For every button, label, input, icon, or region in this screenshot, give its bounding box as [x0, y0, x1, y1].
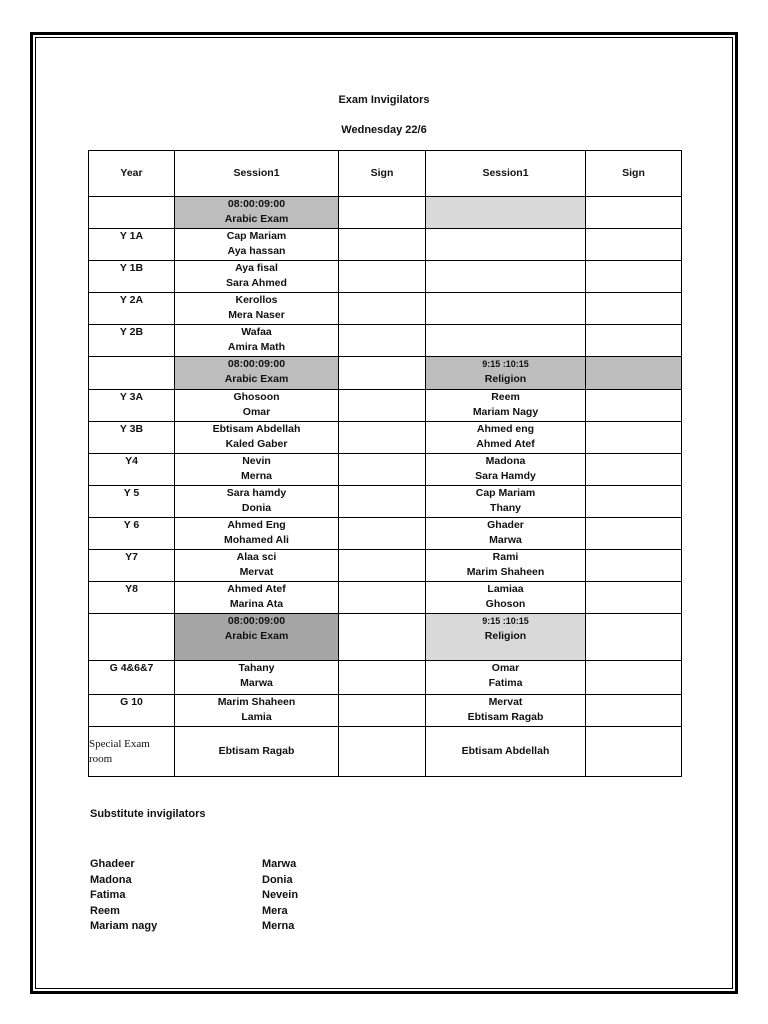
cell-session2 [426, 550, 586, 582]
table-row [89, 197, 682, 229]
table-row [89, 325, 682, 357]
list-item: Marwa [262, 858, 297, 870]
invigilator-name: Mera Naser [228, 309, 285, 321]
table-row [89, 614, 682, 661]
invigilator-name: Ebtisam Abdellah [461, 745, 550, 757]
document-date: Wednesday 22/6 [341, 124, 427, 136]
cell-sign2 [586, 390, 682, 422]
invigilator-name: Donia [241, 502, 272, 514]
table-row [89, 261, 682, 293]
cell-session1 [175, 582, 339, 614]
exam-time: 9:15 :10:15 [482, 616, 529, 626]
cell-session2 [426, 454, 586, 486]
invigilator-name: Sara Ahmed [226, 277, 287, 289]
invigilator-name: Marwa [240, 677, 273, 689]
invigilator-name: Mervat [488, 696, 523, 708]
cell-sign [339, 518, 426, 550]
exam-subject: Arabic Exam [224, 373, 289, 385]
document-title: Exam Invigilators [338, 94, 430, 106]
invigilator-name: Kaled Gaber [225, 438, 288, 450]
list-item: Fatima [90, 889, 126, 901]
header-session1: Session1 [175, 151, 339, 197]
cell-sign2 [586, 325, 682, 357]
cell-year: Y7 [89, 550, 175, 582]
cell-sign2 [586, 197, 682, 229]
cell-sign2 [586, 261, 682, 293]
exam-subject: Arabic Exam [224, 630, 289, 642]
invigilator-name: Ghader [487, 519, 524, 531]
cell-session2 [426, 614, 586, 661]
invigilator-name: Ebtisam Ragab [218, 745, 295, 757]
cell-session2 [426, 229, 586, 261]
cell-year: G 10 [89, 695, 175, 727]
invigilator-name: Fatima [488, 677, 523, 689]
invigilator-name: Merna [241, 470, 272, 482]
table-row [89, 727, 682, 777]
cell-sign [339, 325, 426, 357]
invigilator-name: Aya hassan [227, 245, 286, 257]
invigilator-table [88, 150, 682, 777]
invigilator-name: Mariam Nagy [472, 406, 539, 418]
cell-sign [339, 582, 426, 614]
invigilator-name: Kerollos [235, 294, 278, 306]
table-row [89, 454, 682, 486]
cell-sign [339, 357, 426, 390]
cell-session1 [175, 550, 339, 582]
cell-session1 [175, 325, 339, 357]
cell-year: G 4&6&7 [89, 661, 175, 695]
substitutes-title: Substitute invigilators [90, 808, 206, 820]
cell-year: Y 5 [89, 486, 175, 518]
invigilator-name: Madona [485, 455, 526, 467]
list-item: Merna [262, 920, 295, 932]
invigilator-name: Mervat [239, 566, 274, 578]
table-row [89, 229, 682, 261]
invigilator-name: Ahmed Atef [476, 438, 535, 450]
cell-sign2 [586, 422, 682, 454]
cell-session1 [175, 727, 339, 777]
cell-sign2 [586, 614, 682, 661]
invigilator-name: Ebtisam Abdellah [212, 423, 301, 435]
cell-sign2 [586, 357, 682, 390]
table-row [89, 357, 682, 390]
cell-session2 [426, 390, 586, 422]
header-sign: Sign [339, 151, 426, 197]
exam-subject: Religion [484, 630, 527, 642]
invigilator-name: Ebtisam Ragab [467, 711, 544, 723]
invigilator-name: Reem [491, 391, 520, 403]
cell-session1 [175, 454, 339, 486]
list-item: Nevein [262, 889, 299, 901]
invigilator-name: Lamiaa [487, 583, 524, 595]
invigilator-name: Wafaa [241, 326, 272, 338]
invigilator-name: Rami [492, 551, 519, 563]
cell-sign2 [586, 582, 682, 614]
exam-time: 08:00:09:00 [227, 615, 286, 627]
table-row [89, 695, 682, 727]
substitutes-list-left [90, 857, 157, 935]
table-row [89, 422, 682, 454]
exam-time: 08:00:09:00 [227, 198, 286, 210]
cell-year: Y8 [89, 582, 175, 614]
cell-session2 [426, 486, 586, 518]
table-row [89, 293, 682, 325]
table-row [89, 661, 682, 695]
invigilator-name: Ahmed eng [476, 423, 535, 435]
invigilator-name: Marwa [489, 534, 522, 546]
cell-sign2 [586, 454, 682, 486]
cell-year: Y 2A [89, 293, 175, 325]
cell-session2 [426, 727, 586, 777]
invigilator-name: Nevin [242, 455, 271, 467]
cell-session1 [175, 261, 339, 293]
cell-year-special: Special Exam room [89, 727, 175, 777]
invigilator-name: Cap Mariam [226, 230, 287, 242]
cell-year: Y 3A [89, 390, 175, 422]
cell-session1 [175, 197, 339, 229]
cell-sign2 [586, 661, 682, 695]
cell-session2 [426, 582, 586, 614]
list-item: Reem [90, 904, 120, 917]
list-item: Donia [262, 873, 293, 886]
cell-session1 [175, 486, 339, 518]
cell-session1 [175, 357, 339, 390]
invigilator-name: Ahmed Atef [227, 583, 286, 595]
table-row [89, 486, 682, 518]
cell-sign [339, 454, 426, 486]
invigilator-name: Amira Math [227, 341, 286, 353]
cell-year: Y 3B [89, 422, 175, 454]
cell-year [89, 197, 175, 229]
cell-sign [339, 486, 426, 518]
invigilator-name: Ghosoon [233, 391, 280, 403]
substitutes-list-right [262, 857, 298, 935]
cell-year [89, 614, 175, 661]
cell-year: Y 6 [89, 518, 175, 550]
cell-year: Y 2B [89, 325, 175, 357]
cell-sign [339, 614, 426, 661]
exam-time: 08:00:09:00 [227, 358, 286, 370]
cell-sign [339, 197, 426, 229]
cell-sign2 [586, 518, 682, 550]
invigilator-name: Marina Ata [229, 598, 284, 610]
cell-session2 [426, 695, 586, 727]
invigilator-name: Sara Hamdy [475, 470, 536, 482]
cell-sign [339, 261, 426, 293]
cell-session1 [175, 518, 339, 550]
cell-session2 [426, 518, 586, 550]
invigilator-name: Omar [491, 662, 520, 674]
invigilator-name: Thany [490, 502, 521, 514]
cell-sign [339, 550, 426, 582]
table-row [89, 518, 682, 550]
cell-year [89, 357, 175, 390]
cell-sign [339, 422, 426, 454]
cell-session1 [175, 614, 339, 661]
list-item: Mariam nagy [90, 920, 158, 932]
table-row [89, 550, 682, 582]
list-item: Madona [90, 873, 132, 886]
invigilator-name: Marim Shaheen [466, 566, 545, 578]
cell-session2 [426, 661, 586, 695]
table-row [89, 390, 682, 422]
cell-sign2 [586, 695, 682, 727]
header-session1-second: Session1 [426, 151, 586, 197]
cell-session1 [175, 390, 339, 422]
cell-sign2 [586, 486, 682, 518]
cell-sign [339, 390, 426, 422]
exam-subject: Arabic Exam [224, 213, 289, 225]
invigilator-name: Lamia [241, 711, 272, 723]
cell-year: Y 1B [89, 261, 175, 293]
invigilator-name: Sara hamdy [226, 487, 287, 499]
cell-session1 [175, 661, 339, 695]
cell-session1 [175, 695, 339, 727]
cell-year: Y 1A [89, 229, 175, 261]
cell-sign [339, 229, 426, 261]
table-header-row [89, 151, 682, 197]
cell-sign2 [586, 727, 682, 777]
cell-sign2 [586, 550, 682, 582]
list-item: Mera [262, 904, 288, 917]
list-item: Ghadeer [90, 858, 135, 870]
invigilator-name: Cap Mariam [475, 487, 536, 499]
cell-session2 [426, 357, 586, 390]
invigilator-name: Alaa sci [236, 551, 277, 563]
cell-sign [339, 695, 426, 727]
cell-session1 [175, 229, 339, 261]
cell-sign2 [586, 229, 682, 261]
cell-session1 [175, 422, 339, 454]
cell-sign2 [586, 293, 682, 325]
header-year: Year [89, 151, 175, 197]
cell-session2 [426, 422, 586, 454]
table-row [89, 582, 682, 614]
cell-sign [339, 727, 426, 777]
cell-session1 [175, 293, 339, 325]
invigilator-name: Ghoson [485, 598, 526, 610]
cell-sign [339, 661, 426, 695]
cell-session2 [426, 261, 586, 293]
invigilator-name: Mohamed Ali [224, 534, 289, 546]
header-sign-second: Sign [586, 151, 682, 197]
cell-year: Y4 [89, 454, 175, 486]
exam-subject: Religion [484, 373, 527, 385]
cell-sign [339, 293, 426, 325]
cell-session2 [426, 325, 586, 357]
invigilator-name: Ahmed Eng [227, 519, 286, 531]
exam-time: 9:15 :10:15 [482, 359, 529, 369]
cell-session2 [426, 197, 586, 229]
invigilator-name: Omar [242, 406, 271, 418]
cell-session2 [426, 293, 586, 325]
invigilator-name: Marim Shaheen [217, 696, 296, 708]
invigilator-name: Tahany [238, 662, 275, 674]
invigilator-name: Aya fisal [235, 262, 278, 274]
